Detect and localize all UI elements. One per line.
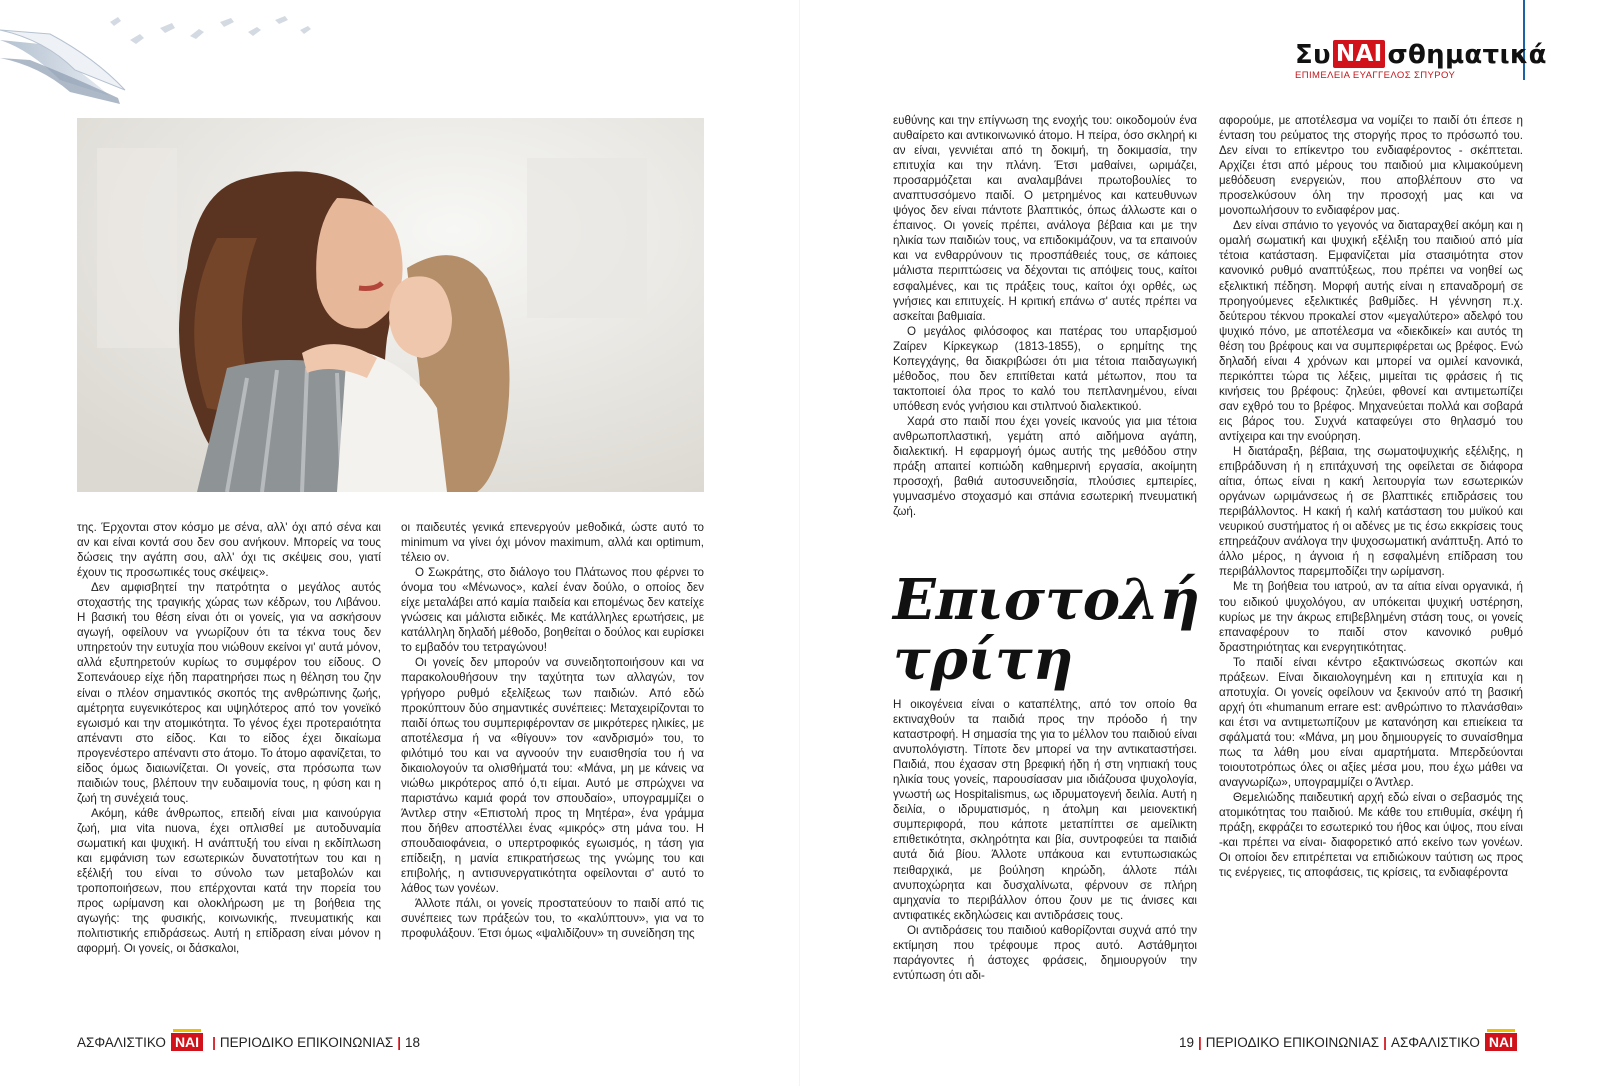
paragraph: Με τη βοήθεια του ιατρού, αν τα αίτια είναι οργανικά, ή του ειδικού ψυχολόγου, αν υπόκειται ψυχική υστέρηση, κυρίως με την άκρως επιβεβλημένη στάση τους, οι γονείς επαναφέρουν το παιδί στον κανονικό ρυθμό δραστηριότητας και ενεργητικότητας. [1219, 580, 1523, 654]
right-column-1-bottom [893, 697, 1197, 983]
paragraph: Οι αντιδράσεις του παιδιού καθορίζονται συχνά από την εκτίμηση που τρέφουμε προς αυτό. Αστάθμητοι παράγοντες ή άστοχες φράσεις, δημιουργούν την εντύπωση ότι αδι- [893, 923, 1197, 982]
paragraph: Άλλοτε πάλι, οι γονείς προστατεύουν το παιδί από τις συνέπειες των πράξεών του, το «καλύπτουν», για να το προφυλάξουν. Έτσι όμως «ψαλιδίζουν» τη συνείδηση της [401, 897, 704, 941]
mother-daughter-photo [77, 118, 704, 492]
periodical-name: ΠΕΡΙΟΔΙΚΟ ΕΠΙΚΟΙΝΩΝΙΑΣ [1205, 1034, 1380, 1050]
right-footer: 19 | ΠΕΡΙΟΔΙΚΟ ΕΠΙΚΟΙΝΩΝΙΑΣ | ΑΣΦΑΛΙΣΤΙΚΟ ΝΑΙ [1179, 1033, 1522, 1051]
left-footer: ΑΣΦΑΛΙΣΤΙΚΟ ΝΑΙ | ΠΕΡΙΟΔΙΚΟ ΕΠΙΚΟΙΝΩΝΙΑΣ | 18 [77, 1034, 421, 1050]
masthead-subtitle: ΕΠΙΜΕΛΕΙΑ ΕΥΑΓΓΕΛΟΣ ΣΠΥΡΟΥ [1295, 70, 1456, 81]
magazine-name: ΑΣΦΑΛΙΣΤΙΚΟ [1390, 1034, 1480, 1050]
left-column-2 [401, 520, 704, 982]
paragraph: Το παιδί είναι κέντρο εξακτινώσεως σκοπών και πράξεων. Είναι δικαιολογημένη και η επιτυχία και η αποτυχία. Οι γονείς οφείλουν να ξεκινούν από τη βασική αρχή ότι «humanum errare est: ανθρώπινο το πλανάσθαι» και έτσι να αντιμετωπίζουν με κατανόηση και επιείκεια τα σφάλματά του: «Μάνα, μη μου δημιουργείς το συναίσθημα πως τα λάθη μου είναι αμαρτήματα. Μπερδεύονται τοιουτοτρόπως όλες οι αξίες μέσα μου, που έχω μάθει να αναγνωρίζω», υπογραμμίζει ο Άντλερ. [1219, 655, 1523, 790]
periodical-name: ΠΕΡΙΟΔΙΚΟ ΕΠΙΚΟΙΝΩΝΙΑΣ [219, 1034, 394, 1050]
paragraph: Δεν αμφισβητεί την πατρότητα ο μεγάλος αυτός στοχαστής της τραγικής χώρας των κέδρων, του Λιβάνου. Η βασική του θέση είναι ότι οι γονείς, για να ασκήσουν αγωγή, οφείλουν να γνωρίζουν ότι τα τέκνα τους δεν υπηρετούν την ευτυχία που νιώθουν εκείνοι γι' αυτά μόνον, αλλά εξυπηρετούν κυρίως το συμφέρον του είδους. Ο Σοπενάουερ είχε ήδη παρατηρήσει πως η θέληση του ζην είναι ο πλέον σημαντικός σκοπός της ανθρώπινης ζωής, αμέτρητα ευγενικότερος και υψηλότερος από τον γονεϊκό εγωισμό και την ατομικότητα. Το γένος έχει προτεραιότητα απέναντι στο είδος. Και το είδος έχει δικαίωμα προγενέστερο απέναντι στο άτομο. Το άτομο αφανίζεται, το είδος όμως διαιωνίζεται. Οι γονείς, στα πρόσωπα των παιδιών τους, βλέπουν την ευδαιμονία τους, η φύση και η ζωή τη συνέχειά τους. [77, 581, 381, 805]
paragraph: οι παιδευτές γενικά επενεργούν μεθοδικά, ώστε αυτό το minimum να γίνει όχι μόνον maximum, αλλά και optimum, τέλειο ον. [401, 521, 704, 565]
paragraph: αφορούμε, με αποτέλεσμα να νομίζει το παιδί ότι έπεσε η ένταση του ρεύματος της στοργής προς το πρόσωπό του. Δεν είναι το επίκεντρο του ενδιαφέροντος - σκέπτεται. Αρχίζει έτσι από μέρους του παιδιού μια κλιμακούμενη μεθόδευση ενεργειών, που αποβλέπουν στο να προσελκύσουν όλη την προσοχή μας και να μονοπωλήσουν το ενδιαφέρον μας. [1219, 114, 1523, 218]
paragraph: Οι γονείς δεν μπορούν να συνειδητοποιήσουν και να παρακολουθήσουν την ταχύτητα των αλλαγών, τον γρήγορο ρυθμό εξελίξεως των παιδιών. Από εδώ προκύπτουν δύο σημαντικές συνέπειες: Μεταχειρίζονται το παιδί όπως του συμπεριφέρονταν σε μικρότερες ηλικίες, με αποτέλεσμα ή να «θίγουν» τον «ανδρισμό» του, το φιλότιμό του και να αγνοούν την ευαισθησία του ή να δικαιολογούν τα ολισθήματά του: «Μάνα, μη με κάνεις να νιώθω μικρότερος από ό,τι είμαι. Αυτό με σπρώχνει να παριστάνω καμιά φορά τον σπουδαίο», υπογραμμίζει ο Άντλερ στην «Επιστολή προς τη Μητέρα», ένα γράμμα που δήθεν αποστέλλει ένας «μικρός» στη μάνα του. Η σπουδαιοφάνεια, ο υπερτροφικός εγωισμός, η τάση για επίδειξη, η μανία επικρατήσεως της γνώμης του και επιβολής, η αντισυνεργατικότητα οφείλονται σ' αυτό το λάθος των γονέων. [401, 656, 704, 896]
section-masthead [1295, 40, 1547, 82]
paragraph: Χαρά στο παιδί που έχει γονείς ικανούς για μια τέτοια ανθρωποπλαστική, γεμάτη από αιδήμονα αγάπη, διαλεκτική. Η εφαρμογή όμως αυτής της μεθόδου στην πράξη απαιτεί κοπιώδη καθημερινή εργασία, ακοίμητη προσοχή, βαθιά αυτοσυνειδησία, πλούσιες εμπειρίες, γυμνασμένο στοχασμό και σπάνια εσωτερική πνευματική ζωή. [893, 414, 1197, 519]
magazine-name: ΑΣΦΑΛΙΣΤΙΚΟ [77, 1034, 166, 1050]
right-column-1-top [893, 113, 1197, 555]
page-number: 19 [1178, 1034, 1194, 1050]
nai-badge: ΝΑΙ [1333, 40, 1386, 68]
nai-logo: ΝΑΙ [1485, 1033, 1517, 1051]
paragraph: Ο Σωκράτης, στο διάλογο του Πλάτωνος που φέρνει το όνομα του «Μένωνος», καλεί έναν δούλο, ο οποίος δεν είχε μεταλάβει από καμία παιδεία και επομένως δεν κατείχε γνώσεις και μάλιστα ειδικές. Με κατάλληλες ερωτήσεις, με κατάλληλη δηλαδή μέθοδο, βοηθείται ο δούλος και ευρίσκει το εμβαδόν του τετραγώνου! [401, 566, 704, 655]
masthead-title: Συ ΝΑΙ σθηματικά [1295, 40, 1547, 70]
open-book-decoration-icon [0, 0, 360, 110]
page-number: 18 [405, 1034, 421, 1050]
paragraph: της. Έρχονται στον κόσμο με σένα, αλλ' όχι από σένα και αν και είναι κοντά σου δεν σου ανήκουν. Μπορείς να τους δώσεις την αγάπη σου, αλλ' όχι τις σκέψεις σου, γιατί έχουν τις προσωπικές τους σκέψεις». [77, 521, 381, 580]
nai-logo: ΝΑΙ [171, 1033, 203, 1051]
headline-line-2: τρίτη [893, 627, 1074, 693]
paragraph: Θεμελιώδης παιδευτική αρχή εδώ είναι ο σεβασμός της ατομικότητας του παιδιού. Με κάθε του επιθυμία, σκέψη ή πράξη, εκφράζει το εσωτερικό του ήθος και ύψος, που είναι -και πρέπει να είναι- διαφορετικό από εκείνο των γονέων. Οι οποίοι δεν επιτρέπεται να επιδιώκουν ταύτιση ως προς τις ενέργειες, τις αποφάσεις, τις κρίσεις, τα ενδιαφέροντα [1219, 791, 1523, 880]
left-column-1 [77, 520, 381, 982]
paragraph: ευθύνης και την επίγνωση της ενοχής του: οικοδομούν ένα αυθαίρετο και αντικοινωνικό άτομο. Η πείρα, όσο σκληρή κι αν είναι, γεννιέται από τη δοκιμή, τη δοκιμασία, την επιτυχία και την πλάνη. Έτσι μαθαίνει, ωριμάζει, προσαρμόζεται και αναλαμβάνει πρωτοβουλίες το αναπτυσσόμενο παιδί. Ο μετρημένος και κατευθυνων ψόγος δεν είναι πάντοτε βλαπτικός, όπως άλλωστε και ο έπαινος. Οι γονείς πρέπει, ανάλογα βέβαια και με την ηλικία των παιδιών τους, να επιδοκιμάζουν, να τα επαινούν και να ενθαρρύνουν τις προσπάθειές τους, σε κάποιες μάλιστα περιπτώσεις να δέχονται τις απόψεις τους, καίτοι εσφαλμένες, και τις πράξεις τους, καίτοι όχι ορθές, ως γνήσιες και επιτυχείς. Η κριτική επάνω σ' αυτές πρέπει να ασκείται βαθμιαία. [893, 114, 1197, 323]
right-column-2 [1219, 113, 1523, 985]
paragraph: Η οικογένεια είναι ο καταπέλτης, από τον οποίο θα εκτιναχθούν τα παιδιά προς την πρόοδο ή την καταστροφή. Η σημασία της για το μέλλον του παιδιού είναι ανυπολόγιστη. Τίποτε δεν μπορεί να την αντικαταστήσει. Παιδιά, που έχασαν στη βρεφική ήδη ή στη νηπιακή τους ηλικία τους γονείς, παρουσίασαν μια ιδιάζουσα ψυχολογία, γνωστή ως Hospitalismus, ως ιδρυματογενή δειλία. Αυτή η δειλία, ο ιδρυματισμός, η άτολμη και μειονεκτική συμπεριφορά, που κάποτε μεταπίπτει σε αμείλικτη επιθετικότητα, σκληρότητα και βία, συντροφεύει τα παιδιά αυτά διά βίου. Άλλοτε υπάκουα και εντυπωσιακώς πειθαρχικά, με βούληση κηρώδη, άλλοτε πάλι ανυποχώρητα και δυσχαλίνωτα, φέρνουν σε πλήρη αμηχανία το περιβάλλον όπου ζουν με τις άνισες και αντιφατικές εκδηλώσεις και αντιδράσεις τους. [893, 698, 1197, 922]
paragraph: Ακόμη, κάθε άνθρωπος, επειδή είναι μια καινούργια ζωή, μια vita nuova, έχει οπλισθεί με αυτοδυναμία σωματική και ψυχική. Η ανάπτυξή του είναι η εκδίπλωση και εμφάνιση των εσωτερικών δυνατοτήτων του και η εξέλιξή του είναι το σύνολο των μεταβολών και τροποποιήσεων, που επέρχονται κατά την πορεία του προς ωρίμανση και ολοκλήρωση με τη βοήθεια της αγωγής: της φυσικής, κοινωνικής, πνευματικής και πολιτιστικής επιδράσεως. Αυτή η επίδραση είναι μόνον η αφορμή. Οι γονείς, οι δάσκαλοι, [77, 806, 381, 956]
paragraph: Δεν είναι σπάνιο το γεγονός να διαταραχθεί ακόμη και η ομαλή σωματική και ψυχική εξέλιξη του παιδιού από μία τέτοια κατάσταση. Εμφανίζεται μία στασιμότητα στον κανονικό ρυθμό αναπτύξεως, που πρέπει να νοηθεί ως εξελικτική πέδηση. Μορφή αυτής είναι η επαναδρομή σε προηγούμενες εξελικτικές βαθμίδες. Η γέννηση π.χ. δεύτερου τέκνου προκαλεί στον «μεγαλύτερο» αδελφό του ψυχικό πόνο, με αποτέλεσμα να «διεκδικεί» και αυτός τη θέση του βρέφους και να συμπεριφέρεται ως βρέφος. Ενώ δηλαδή είναι 4 χρόνων και μπορεί να ομιλεί κανονικά, περικόπτει τώρα τις λέξεις, μιμείται τις φράσεις ή τις κινήσεις του βρέφους: ζηλεύει, φθονεί και αντιμετωπίζει σαν εχθρό του το βρέφος. Μηχανεύεται πολλά και σοβαρά εις βάρος του. Συχνά καταφεύγει στο θηλασμό του αντίχειρα και την ενούρηση. [1219, 219, 1523, 443]
headline-line-1: Επιστολή [893, 567, 1201, 633]
section-headline [893, 567, 1201, 693]
paragraph: Ο μεγάλος φιλόσοφος και πατέρας του υπαρξισμού Ζαίρεν Κίρκεγκωρ (1813-1855), ο ερημίτης της Κοπεγχάγης, θα διακριβώσει ότι μια τέτοια παιδαγωγική μέθοδος, που δεν επιτίθεται κατά μέτωπον, που τα τακτοποιεί όλα προς το καλό του πεπλανημένου, είναι υπόθεση ενός γνήσιου και στιλπνού διαλεκτικού. [893, 324, 1197, 413]
paragraph: Η διατάραξη, βέβαια, της σωματοψυχικής εξέλιξης, η επιβράδυνση ή η επιτάχυνσή της οφείλεται σε διάφορα αίτια, όπως είναι η κακή λειτουργία των εσωτερικών οργάνων ωριμάνσεως ή σε βλαπτικές επιδράσεις του περιβάλλοντος. Η κακή ή καλή κατάσταση του μυϊκού και νευρικού συστήματος ή οι αδένες με τις έσω εκκρίσεις τους επηρεάζουν ανάλογα την ψυχοσωματική ανάπτυξη. Από το άλλο μέρος, η άγνοια ή η εσφαλμένη επίδραση του περιβάλλοντος παρεμποδίζει την ωρίμανση. [1219, 445, 1523, 579]
